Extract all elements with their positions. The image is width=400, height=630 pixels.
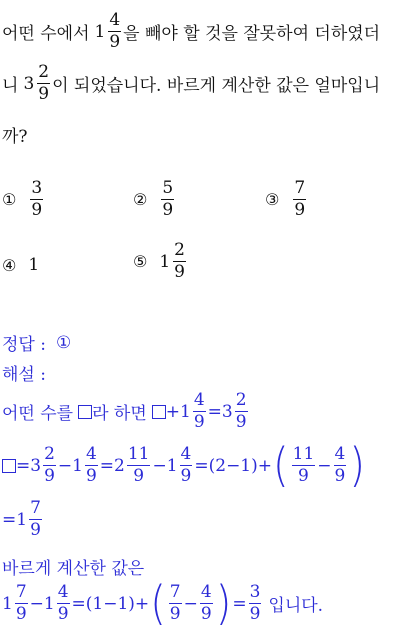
choice-marker: ① bbox=[2, 190, 17, 209]
fraction-denominator: 9 bbox=[38, 84, 50, 104]
right-paren: ) bbox=[349, 439, 365, 492]
mixed-number-whole: 3 bbox=[23, 73, 35, 94]
fraction: $\frac{4}{9}$ bbox=[57, 582, 69, 624]
choice-marker: ⑤ bbox=[133, 252, 148, 271]
problem-text: 니 bbox=[2, 76, 19, 96]
fraction: $\frac{11}{9}$ bbox=[292, 444, 315, 486]
choice-marker: ② bbox=[133, 190, 148, 209]
fraction: $\frac{7}{9}$ bbox=[169, 582, 181, 624]
explanation-line-5: 1 $\frac{7}{9}$ −1 $\frac{4}{9}$ =(1−1)+ ( $\frac{7}{9}$ − $\frac{4}{9}$ ) = $\frac{3}{9}$ 입니다. bbox=[2, 577, 324, 630]
fraction: $\frac{4}{9}$ bbox=[193, 390, 205, 432]
answer-label: 정답 : bbox=[2, 335, 46, 355]
problem-line-3 bbox=[2, 122, 28, 147]
explanation-line-1 bbox=[2, 392, 250, 431]
fraction: $\frac{7}{9}$ bbox=[15, 582, 27, 624]
explanation-line-2: =3 $\frac{2}{9}$ −1 $\frac{4}{9}$ =2 $\frac{11}{9}$ −1 $\frac{4}{9}$ =(2−1)+ ( $\frac{11}{9}$ − $\frac{4}{9}$ ) bbox=[2, 446, 366, 485]
choice-4[interactable] bbox=[2, 255, 39, 275]
fraction-numerator: 2 bbox=[38, 62, 50, 82]
fraction: $\frac{2}{9}$ bbox=[44, 444, 55, 486]
fraction-numerator: 5 bbox=[162, 178, 174, 198]
fraction-denominator: 9 bbox=[162, 200, 174, 220]
unknown-box bbox=[2, 459, 16, 473]
fraction: $\frac{4}{9}$ bbox=[334, 444, 346, 486]
mixed-number-whole: 1 bbox=[159, 251, 171, 272]
fraction bbox=[108, 12, 121, 51]
fraction-numerator: 4 bbox=[109, 10, 121, 30]
fraction-denominator: 9 bbox=[174, 262, 185, 282]
problem-text: 이 되었습니다. 바르게 계산한 값은 얼마입니 bbox=[52, 76, 381, 96]
explanation-text: 입니다. bbox=[268, 596, 324, 616]
explanation-text: 어떤 수를 bbox=[2, 404, 74, 424]
fraction bbox=[293, 180, 306, 219]
choice-2[interactable] bbox=[133, 180, 176, 219]
unknown-box bbox=[78, 405, 92, 419]
explanation-label-line bbox=[2, 360, 46, 385]
fraction bbox=[161, 180, 174, 219]
choice-marker: ④ bbox=[2, 255, 17, 275]
fraction-numerator: 7 bbox=[294, 178, 306, 198]
fraction: $\frac{11}{9}$ bbox=[127, 444, 150, 486]
fraction-denominator: 9 bbox=[31, 200, 43, 220]
fraction: $\frac{4}{9}$ bbox=[200, 582, 212, 624]
fraction: $\frac{4}{9}$ bbox=[85, 444, 97, 486]
fraction bbox=[37, 64, 50, 103]
math-plus: +1 bbox=[165, 401, 191, 422]
problem-text: 을 빼야 할 것을 잘못하여 더하였더 bbox=[123, 24, 381, 44]
problem-text: 어떤 수에서 bbox=[2, 24, 90, 44]
answer-value: ① bbox=[55, 332, 72, 353]
fraction-denominator: 9 bbox=[109, 32, 121, 52]
fraction-numerator: 3 bbox=[31, 178, 43, 198]
fraction bbox=[173, 242, 186, 281]
problem-line-2 bbox=[2, 64, 380, 103]
mixed-number-whole: 1 bbox=[94, 21, 106, 42]
explanation-text: 바르게 계산한 값은 bbox=[2, 559, 145, 579]
explanation-line-4 bbox=[2, 554, 144, 579]
fraction: $\frac{3}{9}$ bbox=[249, 582, 261, 624]
explanation-text: 라 하면 bbox=[92, 404, 147, 424]
problem-text: 까? bbox=[2, 127, 28, 147]
explanation-label: 해설 : bbox=[2, 365, 46, 385]
choice-1[interactable] bbox=[2, 180, 45, 219]
left-paren: ( bbox=[150, 577, 166, 630]
choice-value: 1 bbox=[28, 255, 40, 275]
right-paren: ) bbox=[215, 577, 232, 630]
fraction-numerator: 2 bbox=[174, 240, 185, 260]
fraction bbox=[30, 180, 43, 219]
explanation-line-3: = 1 $\frac{7}{9}$ bbox=[2, 498, 41, 540]
choice-marker: ③ bbox=[265, 190, 280, 209]
choice-3[interactable] bbox=[265, 180, 308, 219]
fraction-denominator: 9 bbox=[294, 200, 306, 220]
choice-5[interactable] bbox=[133, 242, 188, 281]
math-equals: =3 bbox=[207, 401, 233, 422]
left-paren: ( bbox=[273, 439, 289, 492]
math-equals: = bbox=[2, 509, 17, 530]
fraction: $\frac{4}{9}$ bbox=[180, 444, 192, 486]
unknown-box bbox=[152, 405, 166, 419]
problem-line-1 bbox=[2, 12, 380, 51]
fraction: $\frac{2}{9}$ bbox=[235, 390, 247, 432]
answer-line bbox=[2, 330, 71, 355]
fraction: $\frac{7}{9}$ bbox=[30, 498, 41, 540]
